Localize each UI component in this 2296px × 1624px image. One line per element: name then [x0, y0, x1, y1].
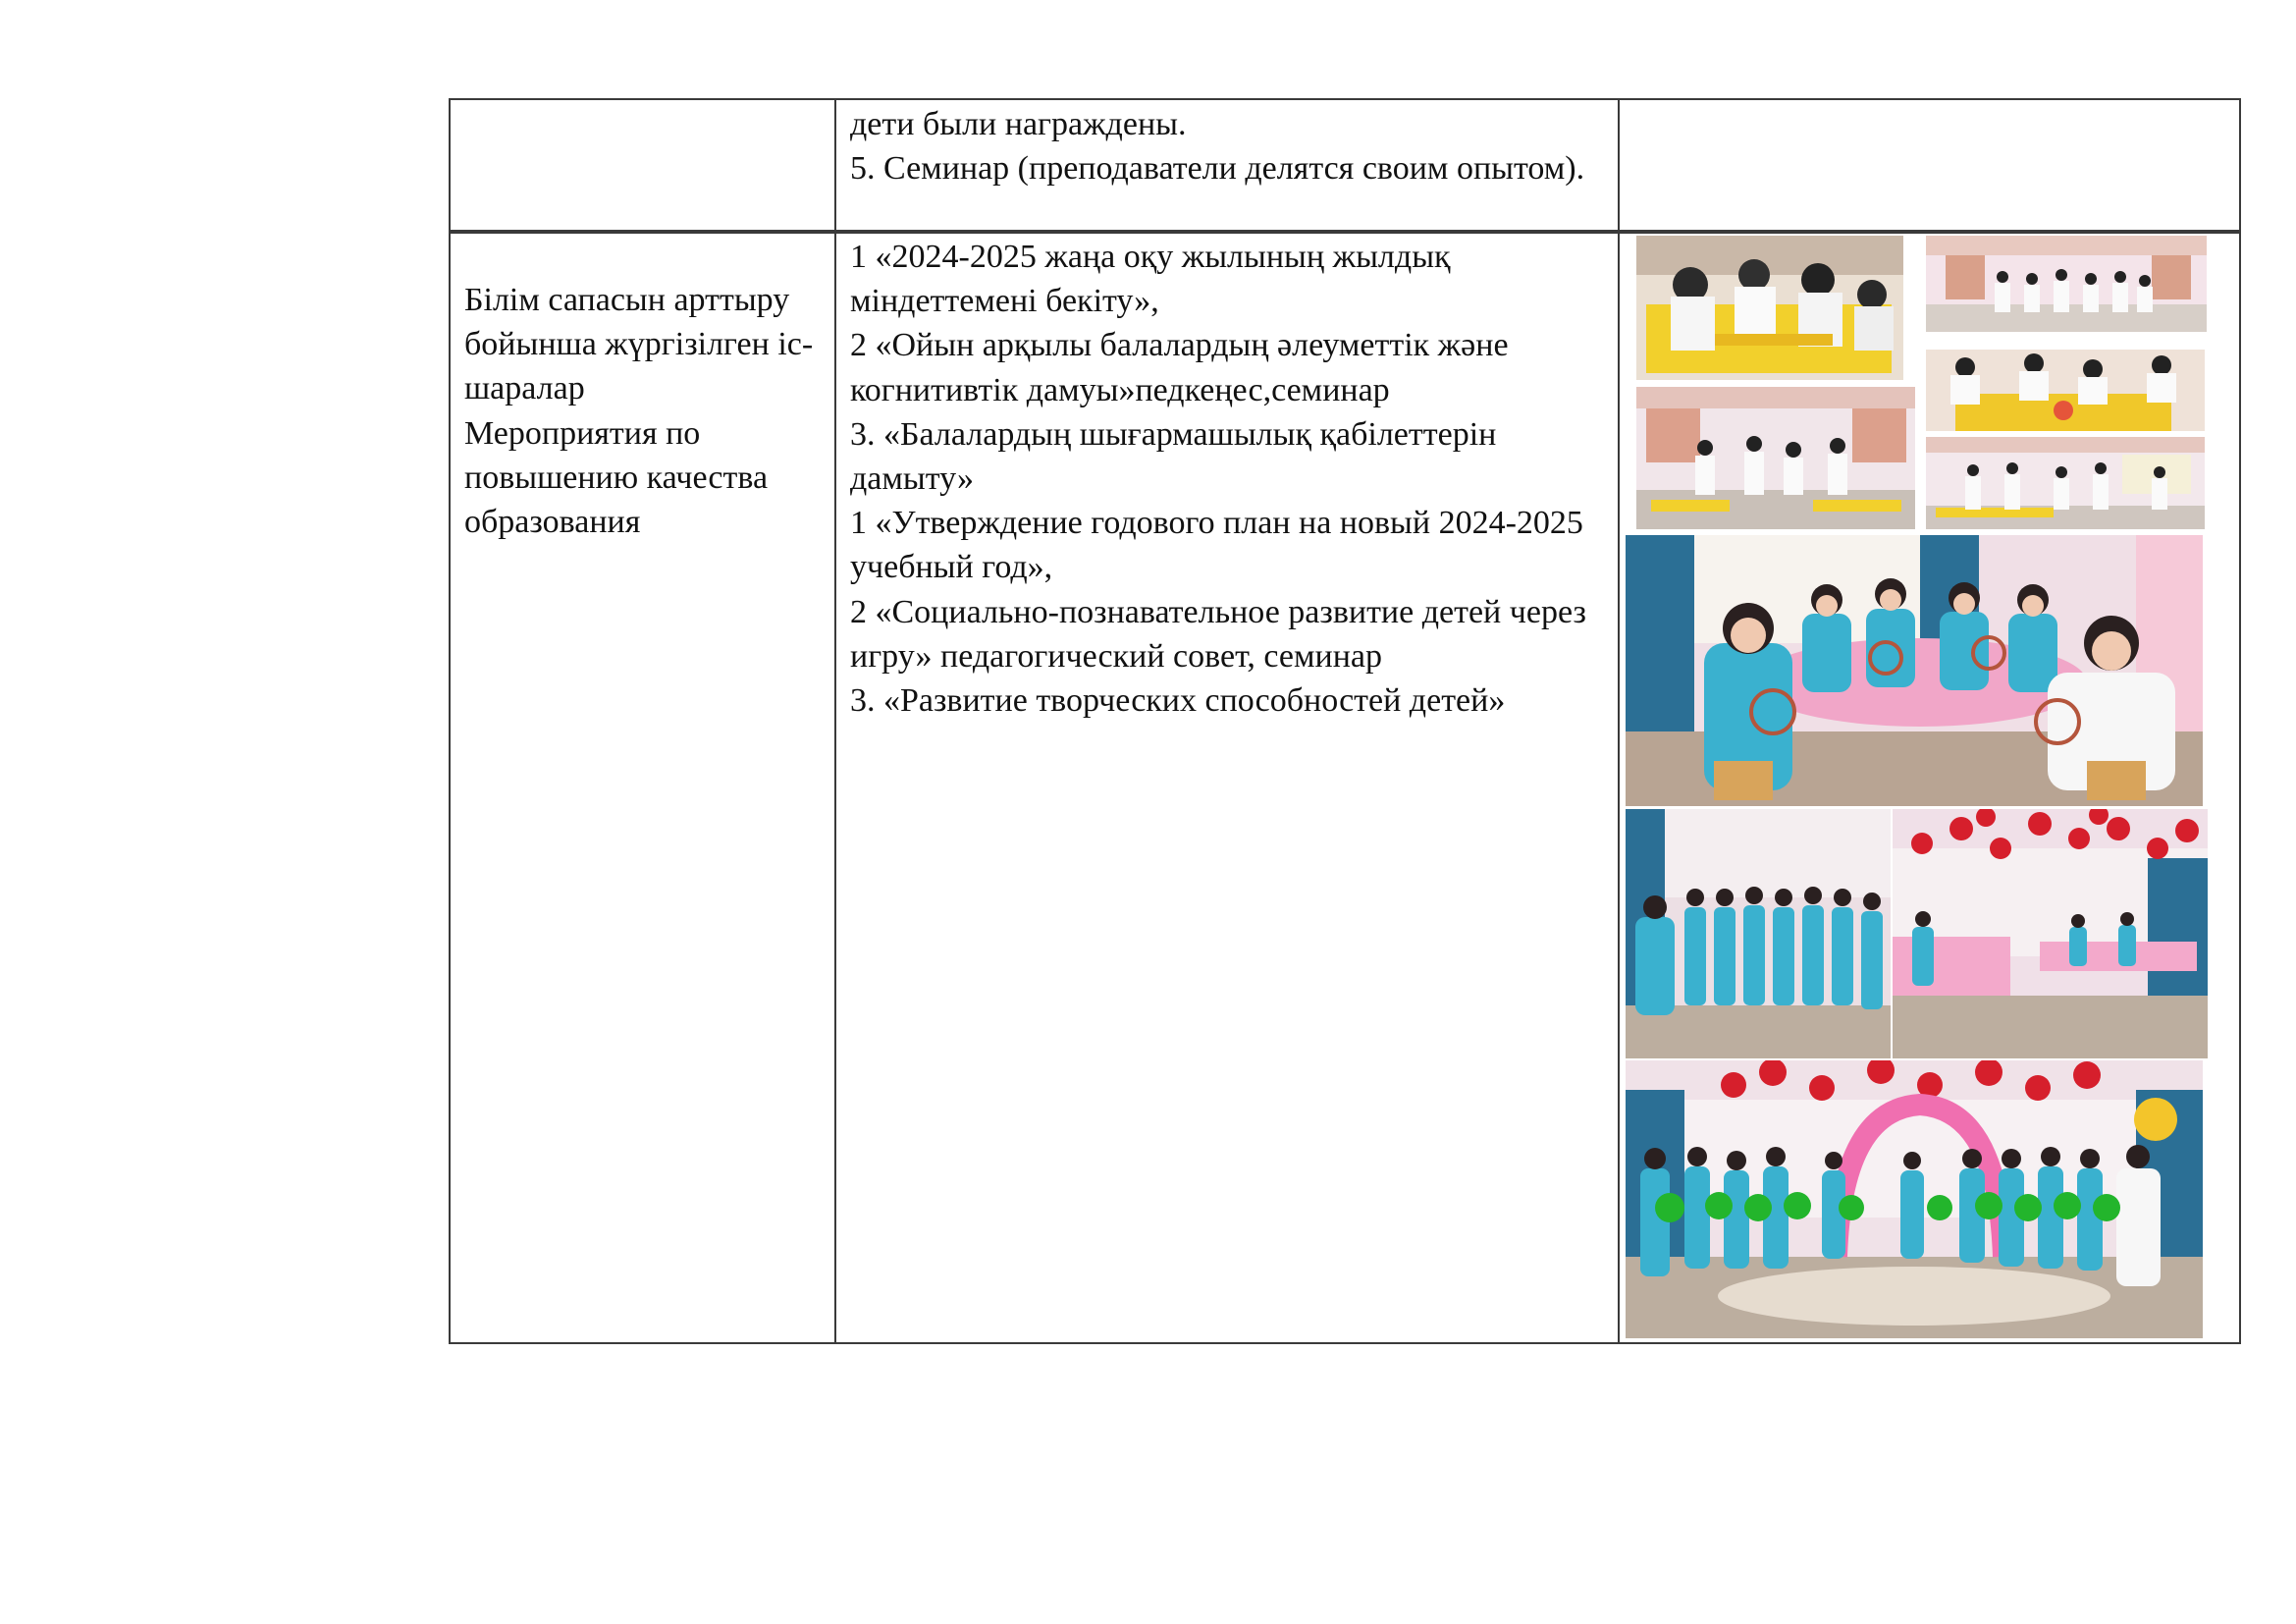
photo-workshop-table	[1636, 236, 1903, 380]
description-line: 5. Семинар (преподаватели делятся своим опытом).	[850, 150, 1585, 188]
photo-classroom-standing	[1926, 437, 2205, 529]
description-text	[850, 102, 1611, 190]
photo-teachers-green-balloons	[1626, 1060, 2203, 1338]
table-cell-title	[449, 232, 836, 1344]
table-cell-photos	[1618, 98, 2241, 232]
table-cell-description	[834, 232, 1620, 1344]
row-title	[464, 278, 828, 544]
row-title-ru: Мероприятия по повышению качества образования	[464, 414, 769, 541]
photo-teachers-embroidery	[1626, 535, 2203, 806]
table-row	[449, 98, 2241, 232]
photo-classroom-wide	[1636, 387, 1915, 529]
photo-teachers-lineup	[1626, 809, 1891, 1058]
item-kk-1: 1 «2024-2025 жаңа оқу жылының жылдық міндеттемені бекіту»,	[850, 239, 1451, 320]
row-title-kk: Білім сапасын арттыру бойынша жүргізілген іс-шаралар	[464, 282, 814, 407]
item-ru-3: 3. «Развитие творческих способностей детей»	[850, 682, 1506, 720]
description-text	[850, 235, 1616, 723]
item-kk-3: 3. «Балалардың шығармашылық қабілеттерін дамыту»	[850, 415, 1497, 498]
item-ru-1: 1 «Утверждение годового план на новый 2024-2025 учебный год»,	[850, 505, 1583, 586]
photo-crafts-table	[1926, 350, 2205, 431]
description-line: дети были награждены.	[850, 106, 1187, 142]
photo-classroom-group	[1926, 236, 2207, 332]
item-kk-2: 2 «Ойын арқылы балалардың әлеуметтік және когнитивтік дамуы»педкеңес,семинар	[850, 327, 1509, 408]
item-ru-2: 2 «Социально-познавательное развитие детей через игру» педагогический совет, семинар	[850, 593, 1586, 675]
table-cell-title	[449, 98, 836, 232]
table-cell-description	[834, 98, 1620, 232]
photo-hall-balloons	[1893, 809, 2208, 1058]
